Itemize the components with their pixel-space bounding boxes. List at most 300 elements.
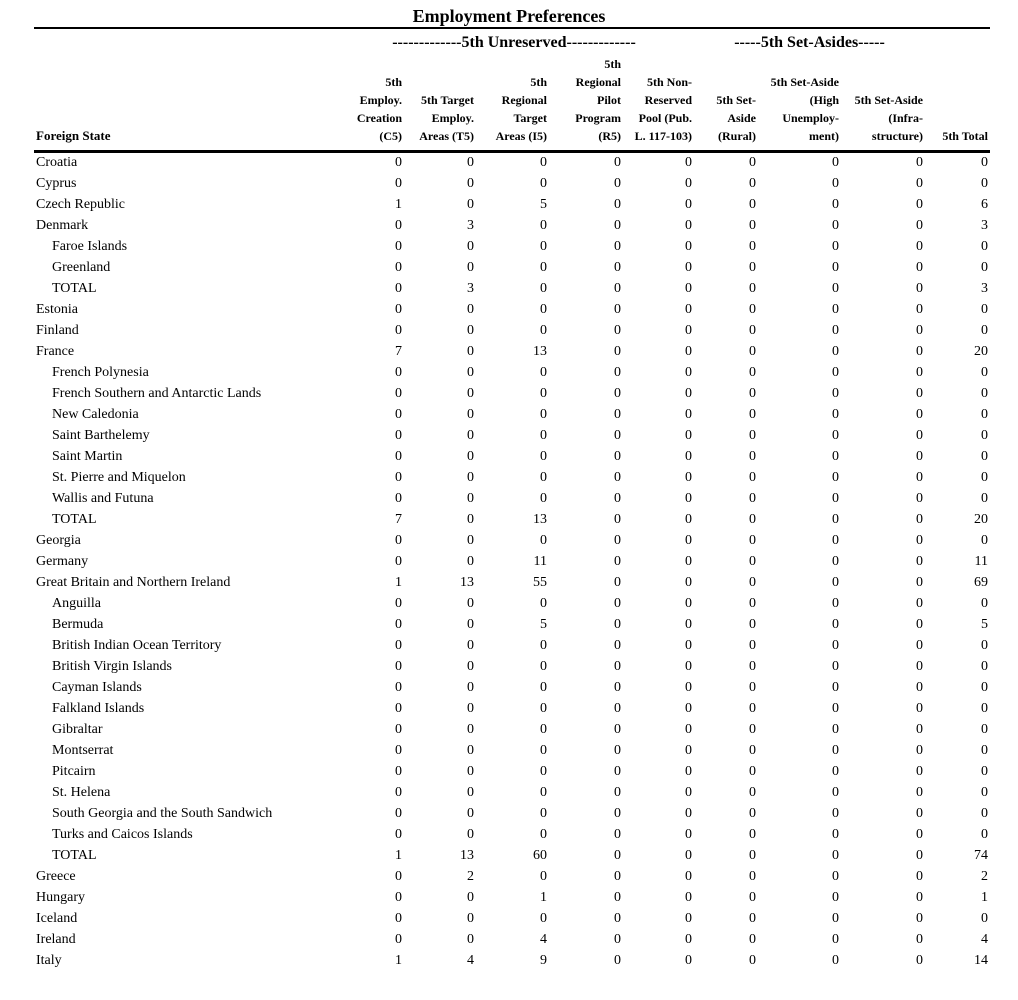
cell-rural: 0 [749, 323, 756, 338]
cell-total: 0 [981, 785, 988, 800]
row-label: Great Britain and Northern Ireland [36, 575, 231, 590]
cell-total: 1 [981, 890, 988, 905]
row-label: New Caledonia [52, 407, 139, 422]
row-label: Georgia [36, 533, 81, 548]
cell-infrastructure: 0 [916, 176, 923, 191]
cell-r5: 0 [614, 512, 621, 527]
cell-c5: 0 [395, 617, 402, 632]
cell-non-reserved: 0 [685, 281, 692, 296]
cell-rural: 0 [749, 680, 756, 695]
cell-rural: 0 [749, 575, 756, 590]
cell-c5: 0 [395, 491, 402, 506]
cell-r5: 0 [614, 848, 621, 863]
cell-high-unemployment: 0 [832, 365, 839, 380]
table-row [0, 931, 1018, 952]
cell-c5: 0 [395, 155, 402, 170]
cell-t5: 0 [467, 512, 474, 527]
cell-t5: 0 [467, 155, 474, 170]
row-label: St. Helena [52, 785, 111, 800]
cell-rural: 0 [749, 302, 756, 317]
cell-non-reserved: 0 [685, 743, 692, 758]
row-label: Gibraltar [52, 722, 103, 737]
cell-high-unemployment: 0 [832, 428, 839, 443]
column-header-infrastructure: 5th Set-Aside (Infra- structure) [854, 93, 923, 143]
cell-rural: 0 [749, 617, 756, 632]
cell-i5: 0 [540, 218, 547, 233]
cell-non-reserved: 0 [685, 386, 692, 401]
cell-total: 0 [981, 155, 988, 170]
cell-non-reserved: 0 [685, 848, 692, 863]
cell-i5: 0 [540, 386, 547, 401]
cell-t5: 0 [467, 554, 474, 569]
cell-rural: 0 [749, 659, 756, 674]
cell-infrastructure: 0 [916, 449, 923, 464]
cell-infrastructure: 0 [916, 428, 923, 443]
cell-c5: 0 [395, 806, 402, 821]
cell-total: 20 [974, 344, 988, 359]
cell-high-unemployment: 0 [832, 638, 839, 653]
row-label: Ireland [36, 932, 76, 947]
cell-total: 69 [974, 575, 988, 590]
cell-i5: 0 [540, 176, 547, 191]
cell-high-unemployment: 0 [832, 407, 839, 422]
cell-i5: 55 [533, 575, 547, 590]
cell-rural: 0 [749, 407, 756, 422]
cell-high-unemployment: 0 [832, 617, 839, 632]
column-header-non-reserved: 5th Non- Reserved Pool (Pub. L. 117-103) [634, 75, 692, 143]
cell-c5: 0 [395, 239, 402, 254]
table-row [0, 490, 1018, 511]
column-header-total: 5th Total [942, 129, 988, 143]
column-header-i5: 5th Regional Target Areas (I5) [495, 75, 547, 143]
cell-infrastructure: 0 [916, 680, 923, 695]
cell-i5: 1 [540, 890, 547, 905]
table-row [0, 217, 1018, 238]
cell-infrastructure: 0 [916, 470, 923, 485]
cell-t5: 0 [467, 533, 474, 548]
row-label: Falkland Islands [52, 701, 145, 716]
cell-non-reserved: 0 [685, 617, 692, 632]
cell-i5: 9 [540, 953, 547, 968]
cell-c5: 0 [395, 911, 402, 926]
cell-i5: 0 [540, 449, 547, 464]
cell-infrastructure: 0 [916, 722, 923, 737]
cell-c5: 0 [395, 596, 402, 611]
cell-high-unemployment: 0 [832, 827, 839, 842]
cell-infrastructure: 0 [916, 953, 923, 968]
cell-rural: 0 [749, 260, 756, 275]
cell-non-reserved: 0 [685, 344, 692, 359]
cell-non-reserved: 0 [685, 680, 692, 695]
cell-non-reserved: 0 [685, 785, 692, 800]
cell-c5: 0 [395, 260, 402, 275]
cell-infrastructure: 0 [916, 785, 923, 800]
cell-rural: 0 [749, 722, 756, 737]
header-rule [34, 150, 990, 153]
cell-r5: 0 [614, 386, 621, 401]
cell-c5: 0 [395, 764, 402, 779]
cell-infrastructure: 0 [916, 302, 923, 317]
table-row [0, 469, 1018, 490]
cell-r5: 0 [614, 407, 621, 422]
cell-c5: 7 [395, 512, 402, 527]
cell-c5: 0 [395, 785, 402, 800]
cell-total: 0 [981, 806, 988, 821]
cell-i5: 0 [540, 659, 547, 674]
table-row [0, 175, 1018, 196]
cell-infrastructure: 0 [916, 365, 923, 380]
cell-total: 0 [981, 743, 988, 758]
cell-non-reserved: 0 [685, 260, 692, 275]
cell-r5: 0 [614, 218, 621, 233]
cell-non-reserved: 0 [685, 827, 692, 842]
row-label: Italy [36, 953, 62, 968]
cell-i5: 0 [540, 428, 547, 443]
table-row [0, 658, 1018, 679]
column-header-rural: 5th Set- Aside (Rural) [716, 93, 756, 143]
cell-i5: 0 [540, 470, 547, 485]
cell-r5: 0 [614, 533, 621, 548]
cell-rural: 0 [749, 155, 756, 170]
cell-non-reserved: 0 [685, 890, 692, 905]
cell-non-reserved: 0 [685, 638, 692, 653]
cell-t5: 0 [467, 932, 474, 947]
cell-i5: 0 [540, 743, 547, 758]
cell-non-reserved: 0 [685, 449, 692, 464]
cell-i5: 0 [540, 302, 547, 317]
cell-high-unemployment: 0 [832, 239, 839, 254]
cell-c5: 0 [395, 449, 402, 464]
row-label: Pitcairn [52, 764, 96, 779]
cell-high-unemployment: 0 [832, 575, 839, 590]
table-row [0, 910, 1018, 931]
cell-r5: 0 [614, 743, 621, 758]
cell-high-unemployment: 0 [832, 491, 839, 506]
cell-infrastructure: 0 [916, 386, 923, 401]
cell-i5: 0 [540, 785, 547, 800]
cell-i5: 0 [540, 596, 547, 611]
cell-infrastructure: 0 [916, 281, 923, 296]
row-label: French Polynesia [52, 365, 149, 380]
cell-total: 0 [981, 239, 988, 254]
cell-non-reserved: 0 [685, 197, 692, 212]
cell-c5: 0 [395, 407, 402, 422]
cell-rural: 0 [749, 491, 756, 506]
row-label: British Indian Ocean Territory [52, 638, 222, 653]
cell-infrastructure: 0 [916, 554, 923, 569]
cell-infrastructure: 0 [916, 848, 923, 863]
cell-total: 0 [981, 386, 988, 401]
row-label: Saint Barthelemy [52, 428, 150, 443]
cell-i5: 0 [540, 701, 547, 716]
cell-total: 0 [981, 722, 988, 737]
cell-total: 0 [981, 764, 988, 779]
cell-r5: 0 [614, 470, 621, 485]
row-label: Cyprus [36, 176, 77, 191]
cell-high-unemployment: 0 [832, 890, 839, 905]
cell-c5: 0 [395, 890, 402, 905]
row-label: Faroe Islands [52, 239, 128, 254]
table-row [0, 700, 1018, 721]
cell-t5: 0 [467, 827, 474, 842]
cell-non-reserved: 0 [685, 470, 692, 485]
row-label: Iceland [36, 911, 78, 926]
cell-high-unemployment: 0 [832, 848, 839, 863]
cell-t5: 3 [467, 218, 474, 233]
cell-non-reserved: 0 [685, 575, 692, 590]
cell-i5: 0 [540, 827, 547, 842]
cell-high-unemployment: 0 [832, 869, 839, 884]
group-header-set-asides: -----5th Set-Asides----- [734, 34, 885, 51]
cell-rural: 0 [749, 197, 756, 212]
cell-c5: 0 [395, 470, 402, 485]
column-header-c5: 5th Employ. Creation (C5) [356, 75, 402, 143]
row-label: Anguilla [52, 596, 101, 611]
cell-non-reserved: 0 [685, 932, 692, 947]
cell-rural: 0 [749, 911, 756, 926]
cell-t5: 0 [467, 701, 474, 716]
cell-infrastructure: 0 [916, 911, 923, 926]
cell-infrastructure: 0 [916, 491, 923, 506]
cell-high-unemployment: 0 [832, 932, 839, 947]
table-row [0, 952, 1018, 973]
cell-rural: 0 [749, 554, 756, 569]
cell-total: 4 [981, 932, 988, 947]
cell-i5: 0 [540, 407, 547, 422]
cell-rural: 0 [749, 512, 756, 527]
cell-c5: 0 [395, 533, 402, 548]
cell-non-reserved: 0 [685, 323, 692, 338]
cell-r5: 0 [614, 554, 621, 569]
table-row [0, 154, 1018, 175]
row-label: Denmark [36, 218, 89, 233]
cell-high-unemployment: 0 [832, 533, 839, 548]
cell-t5: 0 [467, 596, 474, 611]
cell-r5: 0 [614, 953, 621, 968]
cell-high-unemployment: 0 [832, 260, 839, 275]
cell-i5: 0 [540, 764, 547, 779]
cell-t5: 0 [467, 197, 474, 212]
row-label: St. Pierre and Miquelon [52, 470, 186, 485]
cell-i5: 0 [540, 806, 547, 821]
cell-c5: 0 [395, 722, 402, 737]
cell-rural: 0 [749, 596, 756, 611]
cell-t5: 0 [467, 344, 474, 359]
table-row [0, 532, 1018, 553]
cell-r5: 0 [614, 596, 621, 611]
cell-rural: 0 [749, 428, 756, 443]
cell-high-unemployment: 0 [832, 512, 839, 527]
cell-infrastructure: 0 [916, 932, 923, 947]
cell-t5: 0 [467, 365, 474, 380]
cell-rural: 0 [749, 470, 756, 485]
cell-c5: 1 [395, 848, 402, 863]
cell-non-reserved: 0 [685, 722, 692, 737]
cell-t5: 0 [467, 806, 474, 821]
cell-non-reserved: 0 [685, 701, 692, 716]
cell-r5: 0 [614, 869, 621, 884]
table-row [0, 826, 1018, 847]
cell-i5: 0 [540, 911, 547, 926]
cell-infrastructure: 0 [916, 344, 923, 359]
cell-infrastructure: 0 [916, 764, 923, 779]
cell-total: 0 [981, 428, 988, 443]
cell-total: 0 [981, 680, 988, 695]
cell-non-reserved: 0 [685, 176, 692, 191]
cell-t5: 0 [467, 890, 474, 905]
table-row [0, 427, 1018, 448]
row-label: Croatia [36, 155, 78, 170]
row-label: French Southern and Antarctic Lands [52, 386, 262, 401]
cell-r5: 0 [614, 323, 621, 338]
cell-non-reserved: 0 [685, 512, 692, 527]
cell-c5: 0 [395, 386, 402, 401]
row-label: TOTAL [52, 281, 97, 296]
cell-t5: 0 [467, 302, 474, 317]
cell-t5: 0 [467, 743, 474, 758]
row-label: Greenland [52, 260, 111, 275]
cell-r5: 0 [614, 239, 621, 254]
table-row [0, 364, 1018, 385]
cell-c5: 0 [395, 302, 402, 317]
cell-rural: 0 [749, 785, 756, 800]
cell-i5: 0 [540, 281, 547, 296]
cell-total: 0 [981, 176, 988, 191]
cell-high-unemployment: 0 [832, 386, 839, 401]
cell-rural: 0 [749, 533, 756, 548]
row-label: Hungary [36, 890, 85, 905]
cell-total: 0 [981, 596, 988, 611]
table-row [0, 763, 1018, 784]
table-row [0, 847, 1018, 868]
cell-r5: 0 [614, 722, 621, 737]
cell-t5: 0 [467, 659, 474, 674]
cell-rural: 0 [749, 449, 756, 464]
cell-high-unemployment: 0 [832, 449, 839, 464]
cell-r5: 0 [614, 764, 621, 779]
cell-t5: 4 [467, 953, 474, 968]
table-row [0, 742, 1018, 763]
row-label: British Virgin Islands [52, 659, 172, 674]
cell-total: 0 [981, 911, 988, 926]
cell-rural: 0 [749, 890, 756, 905]
cell-non-reserved: 0 [685, 911, 692, 926]
cell-r5: 0 [614, 260, 621, 275]
cell-r5: 0 [614, 617, 621, 632]
cell-r5: 0 [614, 428, 621, 443]
cell-high-unemployment: 0 [832, 176, 839, 191]
cell-non-reserved: 0 [685, 869, 692, 884]
cell-r5: 0 [614, 491, 621, 506]
cell-high-unemployment: 0 [832, 281, 839, 296]
cell-t5: 0 [467, 323, 474, 338]
cell-r5: 0 [614, 680, 621, 695]
cell-high-unemployment: 0 [832, 680, 839, 695]
cell-r5: 0 [614, 638, 621, 653]
cell-total: 0 [981, 659, 988, 674]
cell-i5: 13 [533, 344, 547, 359]
cell-rural: 0 [749, 827, 756, 842]
cell-t5: 0 [467, 470, 474, 485]
cell-r5: 0 [614, 701, 621, 716]
column-header-foreign-state: Foreign State [36, 128, 111, 143]
table-row [0, 280, 1018, 301]
cell-rural: 0 [749, 218, 756, 233]
cell-c5: 0 [395, 743, 402, 758]
cell-high-unemployment: 0 [832, 197, 839, 212]
cell-rural: 0 [749, 701, 756, 716]
column-header-r5: 5th Regional Pilot Program (R5) [575, 57, 621, 143]
cell-infrastructure: 0 [916, 512, 923, 527]
cell-i5: 0 [540, 533, 547, 548]
cell-c5: 0 [395, 428, 402, 443]
cell-i5: 0 [540, 638, 547, 653]
cell-infrastructure: 0 [916, 239, 923, 254]
table-row [0, 322, 1018, 343]
cell-c5: 0 [395, 680, 402, 695]
table-row [0, 343, 1018, 364]
cell-high-unemployment: 0 [832, 302, 839, 317]
cell-total: 11 [974, 554, 988, 569]
cell-total: 0 [981, 638, 988, 653]
table-row [0, 448, 1018, 469]
cell-high-unemployment: 0 [832, 806, 839, 821]
row-label: Cayman Islands [52, 680, 142, 695]
cell-total: 0 [981, 323, 988, 338]
cell-i5: 0 [540, 722, 547, 737]
title-rule [34, 27, 990, 29]
cell-high-unemployment: 0 [832, 554, 839, 569]
row-label: Greece [36, 869, 76, 884]
table-row [0, 574, 1018, 595]
row-label: Turks and Caicos Islands [52, 827, 193, 842]
table-row [0, 385, 1018, 406]
cell-high-unemployment: 0 [832, 218, 839, 233]
cell-c5: 0 [395, 176, 402, 191]
table-row [0, 721, 1018, 742]
row-label: Finland [36, 323, 79, 338]
cell-infrastructure: 0 [916, 869, 923, 884]
cell-infrastructure: 0 [916, 827, 923, 842]
cell-r5: 0 [614, 827, 621, 842]
cell-infrastructure: 0 [916, 659, 923, 674]
cell-r5: 0 [614, 785, 621, 800]
cell-infrastructure: 0 [916, 617, 923, 632]
cell-non-reserved: 0 [685, 533, 692, 548]
cell-infrastructure: 0 [916, 260, 923, 275]
row-label: Wallis and Futuna [52, 491, 154, 506]
cell-high-unemployment: 0 [832, 596, 839, 611]
cell-infrastructure: 0 [916, 638, 923, 653]
cell-i5: 13 [533, 512, 547, 527]
cell-infrastructure: 0 [916, 890, 923, 905]
cell-t5: 0 [467, 638, 474, 653]
cell-non-reserved: 0 [685, 302, 692, 317]
cell-t5: 13 [460, 575, 474, 590]
cell-infrastructure: 0 [916, 575, 923, 590]
cell-r5: 0 [614, 197, 621, 212]
cell-non-reserved: 0 [685, 218, 692, 233]
cell-rural: 0 [749, 239, 756, 254]
table-row [0, 301, 1018, 322]
cell-total: 20 [974, 512, 988, 527]
cell-rural: 0 [749, 869, 756, 884]
cell-non-reserved: 0 [685, 365, 692, 380]
cell-i5: 0 [540, 260, 547, 275]
row-label: Czech Republic [36, 197, 126, 212]
cell-non-reserved: 0 [685, 806, 692, 821]
row-label: TOTAL [52, 848, 97, 863]
